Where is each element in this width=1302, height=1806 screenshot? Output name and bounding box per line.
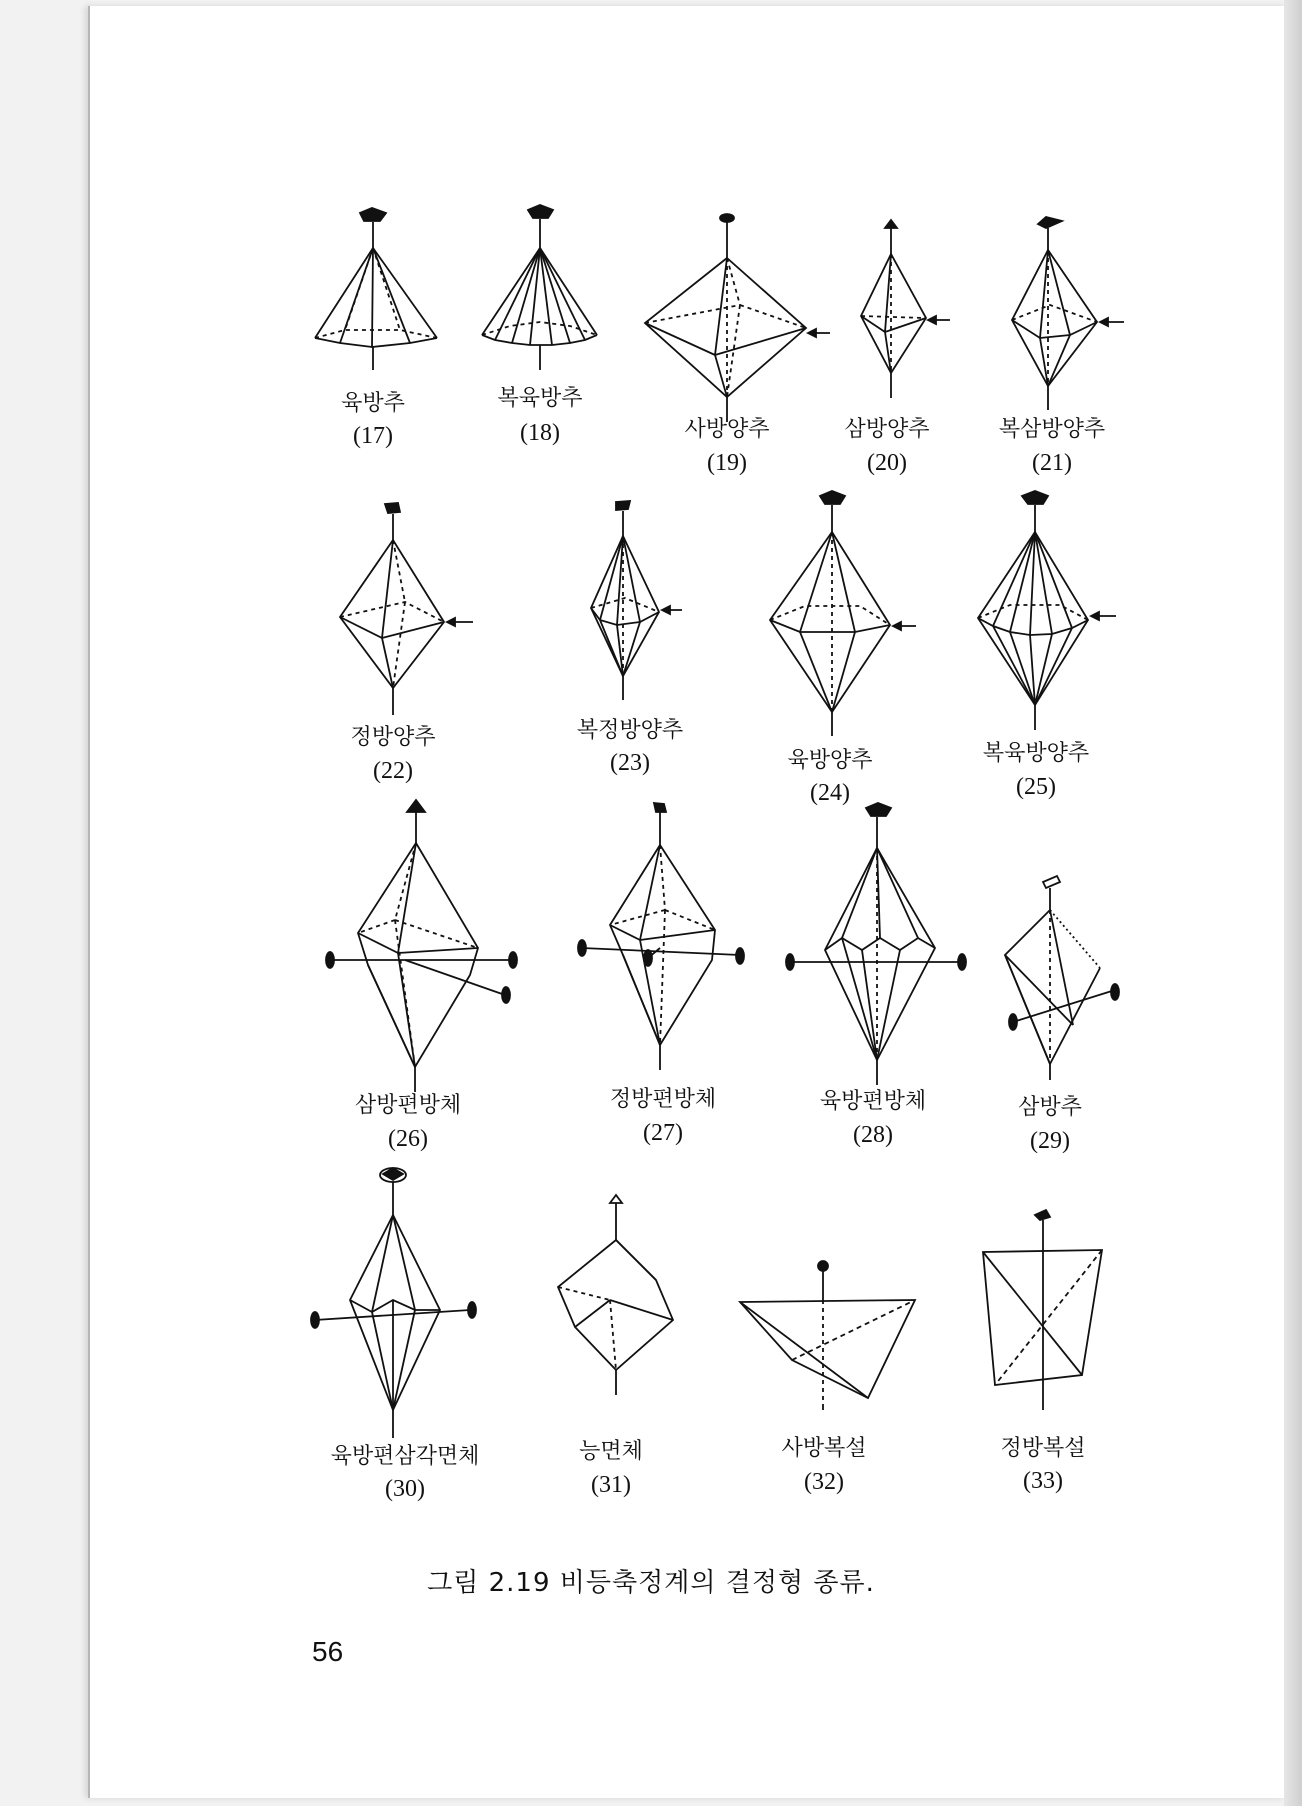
- figure-number-18: (18): [520, 420, 560, 446]
- figure-label-32: 사방복설: [781, 1436, 867, 1461]
- figure-number-24: (24): [810, 780, 850, 806]
- crystal-23-ditetragonal-dipyramid: [591, 501, 682, 700]
- crystal-24-hexagonal-dipyramid: [770, 491, 916, 736]
- figure-label-18: 복육방추: [497, 386, 583, 411]
- figure-number-21: (21): [1032, 450, 1072, 476]
- figure-number-32: (32): [804, 1469, 844, 1495]
- figure-number-23: (23): [610, 750, 650, 776]
- figure-number-26: (26): [388, 1126, 428, 1152]
- figure-number-17: (17): [353, 423, 393, 449]
- crystal-33-tetragonal-disphenoid: [983, 1210, 1102, 1410]
- figure-caption: 그림 2.19 비등축정계의 결정형 종류.: [427, 1568, 875, 1598]
- figure-label-26: 삼방편방체: [354, 1093, 462, 1118]
- figure-number-33: (33): [1023, 1468, 1063, 1494]
- figure-labels: [331, 386, 1106, 1502]
- crystal-25-dihexagonal-dipyramid: [978, 491, 1116, 730]
- figure-label-28: 육방편방체: [819, 1089, 927, 1114]
- figure-label-23: 복정방양추: [576, 718, 684, 743]
- figure-number-31: (31): [591, 1472, 631, 1498]
- figure-label-29: 삼방추: [1018, 1095, 1082, 1120]
- crystal-31-rhombohedron: [558, 1195, 673, 1395]
- crystal-20-trigonal-dipyramid: [861, 220, 950, 398]
- figure-label-20: 삼방양추: [844, 417, 930, 442]
- crystal-30-hexagonal-scalenohedron: [311, 1168, 476, 1438]
- page-number: 56: [312, 1636, 344, 1667]
- crystal-19-orthorhombic-dipyramid: [645, 214, 830, 422]
- crystal-22-tetragonal-dipyramid: [340, 503, 473, 715]
- figure-number-29: (29): [1030, 1128, 1070, 1154]
- figure-label-31: 능면체: [579, 1439, 643, 1464]
- crystal-18-dihexagonal-pyramid: [482, 205, 597, 370]
- figure-number-25: (25): [1016, 774, 1056, 800]
- crystal-32-orthorhombic-disphenoid: [740, 1261, 915, 1410]
- figure-label-24: 육방양추: [787, 748, 873, 773]
- figure-label-25: 복육방양추: [982, 741, 1090, 766]
- crystal-28-hexagonal-trapezohedron: [786, 803, 966, 1085]
- figure-label-30: 육방편삼각면체: [330, 1444, 480, 1469]
- figure-label-33: 정방복설: [1000, 1436, 1086, 1461]
- figure-label-19: 사방양추: [684, 417, 770, 442]
- crystal-29-trigonal-pyramid: [1005, 876, 1119, 1080]
- crystal-17-hexagonal-pyramid: [315, 208, 437, 370]
- figure-label-27: 정방편방체: [609, 1087, 717, 1112]
- crystal-27-tetragonal-trapezohedron: [578, 803, 744, 1070]
- figure-number-27: (27): [643, 1120, 683, 1146]
- figure-label-17: 육방추: [341, 391, 405, 416]
- figure-number-28: (28): [853, 1122, 893, 1148]
- crystal-26-trigonal-trapezohedron: [326, 800, 517, 1092]
- figure-number-19: (19): [707, 450, 747, 476]
- crystal-21-ditrigonal-dipyramid: [1012, 217, 1124, 410]
- figure-number-22: (22): [373, 758, 413, 784]
- figure-label-21: 복삼방양추: [998, 417, 1106, 442]
- figure-label-22: 정방양추: [350, 725, 436, 750]
- figure-number-30: (30): [385, 1476, 425, 1502]
- figure-number-20: (20): [867, 450, 907, 476]
